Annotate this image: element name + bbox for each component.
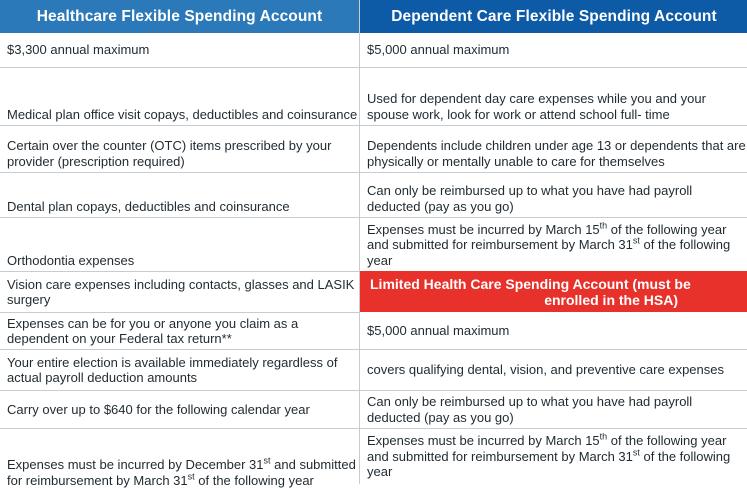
dependent-care-fsa-title: Dependent Care Flexible Spending Account — [391, 7, 717, 25]
healthcare-fsa-title: Healthcare Flexible Spending Account — [36, 7, 323, 25]
healthcare-row-vision: Vision care expenses including contacts, glasses and LASIK surgery — [0, 271, 359, 312]
dependent-row-annual-max: $5,000 annual maximum — [367, 42, 510, 58]
limited-fsa-header — [360, 271, 747, 312]
healthcare-row-otc-items: Certain over the counter (OTC) items prescribed by your provider (prescription required) — [0, 125, 359, 172]
dependent-care-fsa-column — [359, 0, 747, 484]
limited-fsa-title-line2: enrolled in the HSA) — [544, 291, 678, 308]
healthcare-fsa-column — [0, 0, 359, 488]
healthcare-row-annual-max: $3,300 annual maximum — [7, 42, 150, 58]
dependent-row-day-care: Used for dependent day care expenses while you and your spouse work, look for work or attend school full- time — [360, 67, 747, 125]
limited-fsa-title-line1: Limited Health Care Spending Account (must be — [370, 275, 691, 292]
healthcare-row-deadline: Expenses must be incurred by December 31st and submitted for reimbursement by March 31st of the following year — [0, 428, 359, 484]
limited-row-annual-max: $5,000 annual maximum — [367, 322, 510, 338]
dependent-row-deadline: Expenses must be incurred by March 15th of the following year and submitted for reimbursement by March 31st of the following year — [360, 217, 747, 271]
healthcare-fsa-header — [0, 0, 359, 33]
dependent-care-fsa-header — [360, 0, 747, 33]
limited-row-deadline: Expenses must be incurred by March 15th of the following year and submitted for reimbursement by March 31st of the following year — [360, 428, 747, 484]
healthcare-row-dental: Dental plan copays, deductibles and coinsurance — [0, 172, 359, 217]
dependent-row-eligible-dependents: Dependents include children under age 13 or dependents that are physically or mentally unable to care for themselves — [360, 125, 747, 172]
healthcare-row-election: Your entire election is available immediately regardless of actual payroll deduction amounts — [0, 349, 359, 390]
healthcare-row-carryover: Carry over up to $640 for the following calendar year — [0, 390, 359, 428]
dependent-row-pay-as-you-go: Can only be reimbursed up to what you have had payroll deducted (pay as you go) — [360, 172, 747, 217]
limited-row-pay-as-you-go: Can only be reimbursed up to what you have had payroll deducted (pay as you go) — [360, 390, 747, 428]
healthcare-row-dependents: Expenses can be for you or anyone you claim as a dependent on your Federal tax return** — [0, 312, 359, 349]
healthcare-row-orthodontia: Orthodontia expenses — [0, 217, 359, 271]
limited-row-coverage: covers qualifying dental, vision, and preventive care expenses — [360, 349, 747, 390]
healthcare-row-medical-copays: Medical plan office visit copays, deductibles and coinsurance — [0, 67, 359, 125]
